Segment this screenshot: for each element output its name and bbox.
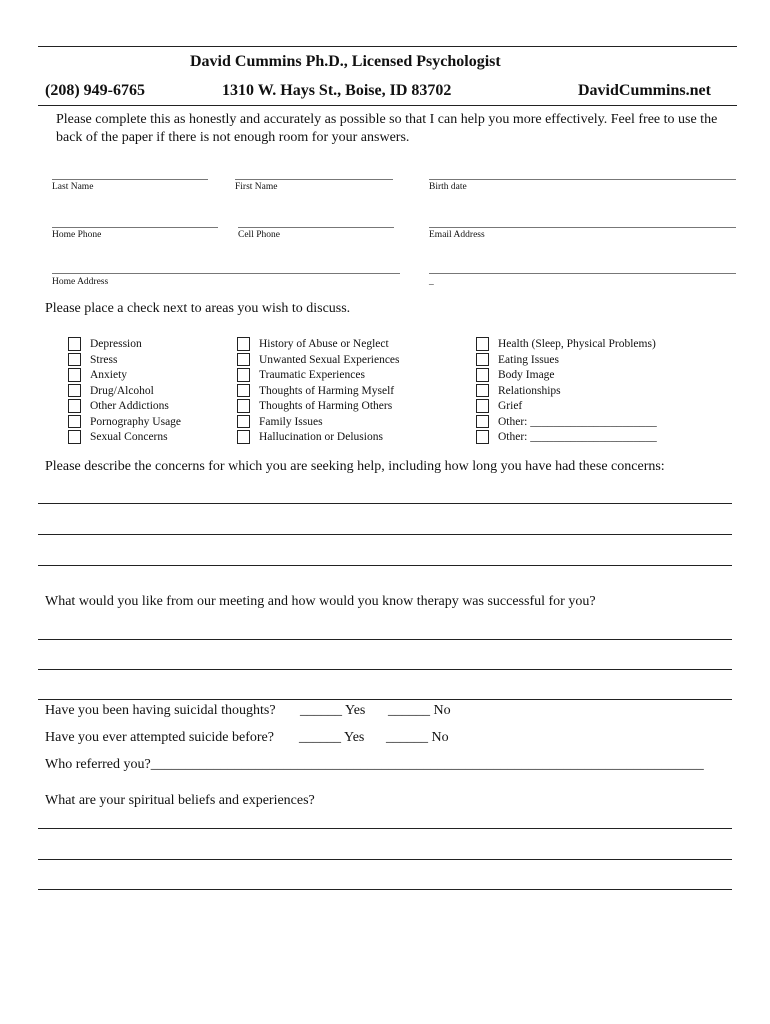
checkbox-label: Thoughts of Harming Others bbox=[259, 400, 393, 412]
checkbox-label: Other: ______________________ bbox=[498, 415, 657, 428]
checkbox-label: Thoughts of Harming Myself bbox=[259, 384, 395, 397]
checkbox[interactable] bbox=[237, 353, 250, 367]
spiritual-question: What are your spiritual beliefs and experiences? bbox=[45, 793, 315, 808]
checkbox[interactable] bbox=[68, 368, 81, 382]
intro-text: Please complete this as honestly and accurately as possible so that I can help you more effectively. Feel free to use the back of the paper if there is not enough room for your answers. bbox=[56, 112, 718, 145]
checkbox[interactable] bbox=[476, 399, 489, 413]
answer-line[interactable] bbox=[38, 669, 732, 670]
home-address-label: Home Address bbox=[52, 277, 109, 287]
checkbox-label: Family Issues bbox=[259, 415, 323, 428]
answer-line[interactable] bbox=[38, 534, 732, 535]
checkbox[interactable] bbox=[237, 368, 250, 382]
home-address-line[interactable] bbox=[52, 273, 400, 274]
answer-line[interactable] bbox=[38, 859, 732, 860]
checkbox-label: Drug/Alcohol bbox=[90, 384, 154, 397]
answer-line[interactable] bbox=[38, 503, 732, 504]
attempted-suicide-yes[interactable]: ______ Yes bbox=[299, 730, 365, 745]
checkbox[interactable] bbox=[237, 415, 250, 429]
checkbox-label: Depression bbox=[90, 338, 142, 350]
first-name-label: First Name bbox=[235, 182, 278, 192]
suicidal-thoughts-yes[interactable]: ______ Yes bbox=[300, 703, 366, 718]
checkbox[interactable] bbox=[68, 399, 81, 413]
email-label: Email Address bbox=[429, 230, 485, 240]
checkbox[interactable] bbox=[476, 368, 489, 382]
checkbox-label: History of Abuse or Neglect bbox=[259, 338, 389, 350]
checkbox-label: Pornography Usage bbox=[90, 415, 182, 428]
checkbox-label: Sexual Concerns bbox=[90, 431, 168, 443]
letterhead-title: David Cummins Ph.D., Licensed Psychologist bbox=[190, 53, 501, 70]
header-rule bbox=[38, 105, 737, 106]
referral-question[interactable]: Who referred you?_______________________________________________________________________________ bbox=[45, 757, 704, 772]
checkbox-label: Other Addictions bbox=[90, 400, 169, 412]
checkbox[interactable] bbox=[68, 384, 81, 398]
checkbox[interactable] bbox=[237, 430, 250, 444]
checkbox-label: Other: ______________________ bbox=[498, 431, 657, 443]
suicidal-thoughts-question: Have you been having suicidal thoughts? bbox=[45, 703, 276, 718]
checkbox[interactable] bbox=[237, 384, 250, 398]
checkbox[interactable] bbox=[68, 353, 81, 367]
cell-phone-label: Cell Phone bbox=[238, 230, 280, 240]
last-name-label: Last Name bbox=[52, 182, 94, 192]
attempted-suicide-no[interactable]: ______ No bbox=[386, 730, 449, 745]
checkbox-label: Relationships bbox=[498, 384, 561, 397]
email-line[interactable] bbox=[429, 227, 736, 228]
checkbox-label: Grief bbox=[498, 400, 523, 412]
checkbox[interactable] bbox=[68, 337, 81, 351]
birth-date-label: Birth date bbox=[429, 182, 467, 192]
checkbox-label: Hallucination or Delusions bbox=[259, 431, 383, 443]
checkbox-label: Stress bbox=[90, 353, 118, 366]
last-name-line[interactable] bbox=[52, 179, 208, 180]
first-name-line[interactable] bbox=[235, 179, 393, 180]
home-phone-line[interactable] bbox=[52, 227, 218, 228]
checkbox[interactable] bbox=[68, 415, 81, 429]
address-continuation-line[interactable] bbox=[429, 273, 736, 274]
checkbox[interactable] bbox=[476, 384, 489, 398]
checkbox[interactable] bbox=[68, 430, 81, 444]
answer-line[interactable] bbox=[38, 699, 732, 700]
checkbox-label: Eating Issues bbox=[498, 353, 560, 366]
answer-line[interactable] bbox=[38, 565, 732, 566]
checkbox-label: Anxiety bbox=[90, 369, 128, 381]
checkbox[interactable] bbox=[237, 337, 250, 351]
birth-date-line[interactable] bbox=[429, 179, 736, 180]
answer-line[interactable] bbox=[38, 639, 732, 640]
top-rule bbox=[38, 46, 737, 47]
checkbox-label: Health (Sleep, Physical Problems) bbox=[498, 338, 656, 350]
letterhead-website: DavidCummins.net bbox=[578, 82, 711, 99]
checkbox-label: Traumatic Experiences bbox=[259, 369, 365, 381]
cell-phone-line[interactable] bbox=[238, 227, 394, 228]
concerns-question: Please describe the concerns for which you are seeking help, including how long you have had these concerns: bbox=[45, 459, 665, 474]
answer-line[interactable] bbox=[38, 889, 732, 890]
home-phone-label: Home Phone bbox=[52, 230, 102, 240]
address-continuation-mark: _ bbox=[429, 277, 434, 287]
letterhead-address: 1310 W. Hays St., Boise, ID 83702 bbox=[222, 82, 452, 99]
checkbox-label: Body Image bbox=[498, 369, 555, 381]
checkbox[interactable] bbox=[476, 337, 489, 351]
checklist-prompt: Please place a check next to areas you wish to discuss. bbox=[45, 301, 351, 316]
checkbox-label: Unwanted Sexual Experiences bbox=[259, 353, 400, 366]
letterhead-phone: (208) 949-6765 bbox=[45, 82, 145, 99]
checkbox[interactable] bbox=[476, 353, 489, 367]
suicidal-thoughts-no[interactable]: ______ No bbox=[388, 703, 451, 718]
attempted-suicide-question: Have you ever attempted suicide before? bbox=[45, 730, 274, 745]
checkbox[interactable] bbox=[476, 415, 489, 429]
success-question: What would you like from our meeting and how would you know therapy was successful for you? bbox=[45, 594, 596, 609]
checkbox[interactable] bbox=[476, 430, 489, 444]
answer-line[interactable] bbox=[38, 828, 732, 829]
checkbox[interactable] bbox=[237, 399, 250, 413]
